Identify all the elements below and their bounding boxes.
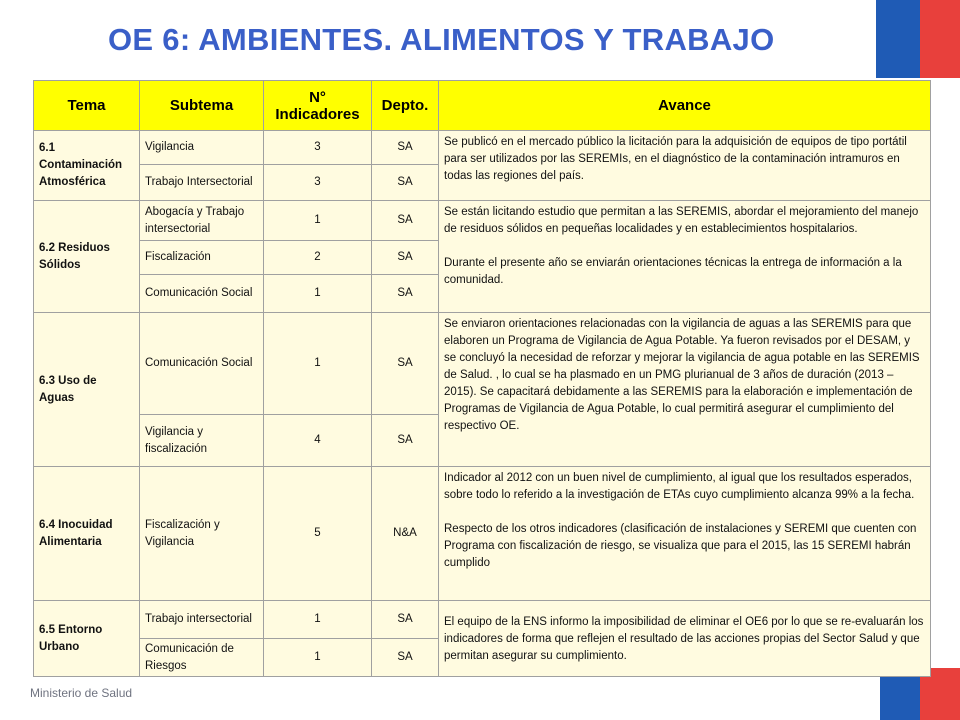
indicadores-cell: 4	[264, 415, 372, 467]
depto-cell: SA	[372, 131, 439, 165]
subtema-cell: Vigilancia y fiscalización	[140, 415, 264, 467]
indicadores-cell: 1	[264, 275, 372, 313]
avance-text: Respecto de los otros indicadores (clasificación de instalaciones y SEREMI que cuenten con Programa con fiscalización de riesgo, se visualiza que para el 2015, las 15 SEREMI habrán cumplido	[444, 523, 917, 569]
depto-cell: SA	[372, 165, 439, 201]
header-indicadores: N° Indicadores	[264, 81, 372, 131]
subtema-cell: Trabajo Intersectorial	[140, 165, 264, 201]
depto-cell: SA	[372, 313, 439, 415]
depto-cell: SA	[372, 601, 439, 639]
avance-text: Indicador al 2012 con un buen nivel de cumplimiento, al igual que los resultados esperados, sobre todo lo referido a la investigación de ETAs cuyo cumplimiento alcanza 99% a la fecha.	[444, 472, 915, 501]
table-row	[34, 467, 931, 601]
depto-cell: SA	[372, 639, 439, 677]
subtema-cell: Trabajo intersectorial	[140, 601, 264, 639]
avance-cell	[439, 601, 931, 677]
avance-text: Se están licitando estudio que permitan a las SEREMIS, abordar el mejoramiento del manejo de residuos sólidos en pequeñas localidades y en establecimientos hospitalarios.	[444, 206, 919, 235]
avance-cell	[439, 467, 931, 601]
avance-cell	[439, 313, 931, 467]
indicadores-cell: 3	[264, 131, 372, 165]
page-title: OE 6: AMBIENTES. ALIMENTOS Y TRABAJO	[108, 22, 775, 57]
tema-cell: 6.5 Entorno Urbano	[34, 601, 140, 677]
avance-text: Se publicó en el mercado público la licitación para la adquisición de equipos de tipo portátil para ser utilizados por las SEREMIs, en el diagnóstico de la contaminación intramuros en todas las regiones del país.	[444, 136, 907, 182]
header-tema: Tema	[34, 81, 140, 131]
avance-text: Durante el presente año se enviarán orientaciones técnicas la entrega de información a la comunidad.	[444, 257, 902, 286]
header-depto: Depto.	[372, 81, 439, 131]
tema-cell: 6.3 Uso de Aguas	[34, 313, 140, 467]
subtema-cell: Vigilancia	[140, 131, 264, 165]
depto-cell: SA	[372, 241, 439, 275]
table-row	[34, 313, 931, 415]
header-avance: Avance	[439, 81, 931, 131]
tema-cell: 6.4 Inocuidad Alimentaria	[34, 467, 140, 601]
indicadores-cell: 1	[264, 639, 372, 677]
table-row	[34, 131, 931, 165]
indicadores-cell: 1	[264, 201, 372, 241]
depto-cell: SA	[372, 201, 439, 241]
subtema-cell: Abogacía y Trabajo intersectorial	[140, 201, 264, 241]
footer-ministry: Ministerio de Salud	[30, 686, 133, 700]
indicadores-cell: 2	[264, 241, 372, 275]
tema-cell: 6.1 Contaminación Atmosférica	[34, 131, 140, 201]
indicadores-cell: 1	[264, 601, 372, 639]
subtema-cell: Comunicación Social	[140, 313, 264, 415]
avance-text: Se enviaron orientaciones relacionadas con la vigilancia de aguas a las SEREMIS para que elaboren un Programa de Vigilancia de Agua Potable. Ya fueron revisados por el DESAM, y se concluyó la necesidad de reforzar y mejorar la vigilancia de agua potable en las SEREMIS de Salud. , lo cual se ha plasmado en un PMG plurianual de 3 años de duración (2013 – 2015). Se capacitará debidamente a las SEREMIS para la elaboración e implementación de Programas de Vigilancia de Agua Potable, lo cual permitirá asegurar el cumplimiento del respectivo OE.	[444, 318, 920, 432]
subtema-cell: Fiscalización y Vigilancia	[140, 467, 264, 601]
oe6-table	[33, 80, 931, 677]
avance-cell	[439, 131, 931, 201]
subtema-cell: Fiscalización	[140, 241, 264, 275]
indicadores-cell: 5	[264, 467, 372, 601]
avance-text: El equipo de la ENS informo la imposibilidad de eliminar el OE6 por lo que se re-evaluarán los indicadores de forma que reflejen el resultado de las acciones propias del Sector Salud y que permitan asegurar su cumplimiento.	[444, 616, 924, 662]
subtema-cell: Comunicación Social	[140, 275, 264, 313]
avance-cell	[439, 201, 931, 313]
tema-cell: 6.2 Residuos Sólidos	[34, 201, 140, 313]
subtema-cell: Comunicación de Riesgos	[140, 639, 264, 677]
depto-cell: N&A	[372, 467, 439, 601]
indicadores-cell: 3	[264, 165, 372, 201]
chile-flag-graphic	[876, 0, 960, 78]
table-row	[34, 601, 931, 639]
indicadores-cell: 1	[264, 313, 372, 415]
depto-cell: SA	[372, 275, 439, 313]
table-header-row	[34, 81, 931, 131]
table-row	[34, 201, 931, 241]
header-subtema: Subtema	[140, 81, 264, 131]
depto-cell: SA	[372, 415, 439, 467]
